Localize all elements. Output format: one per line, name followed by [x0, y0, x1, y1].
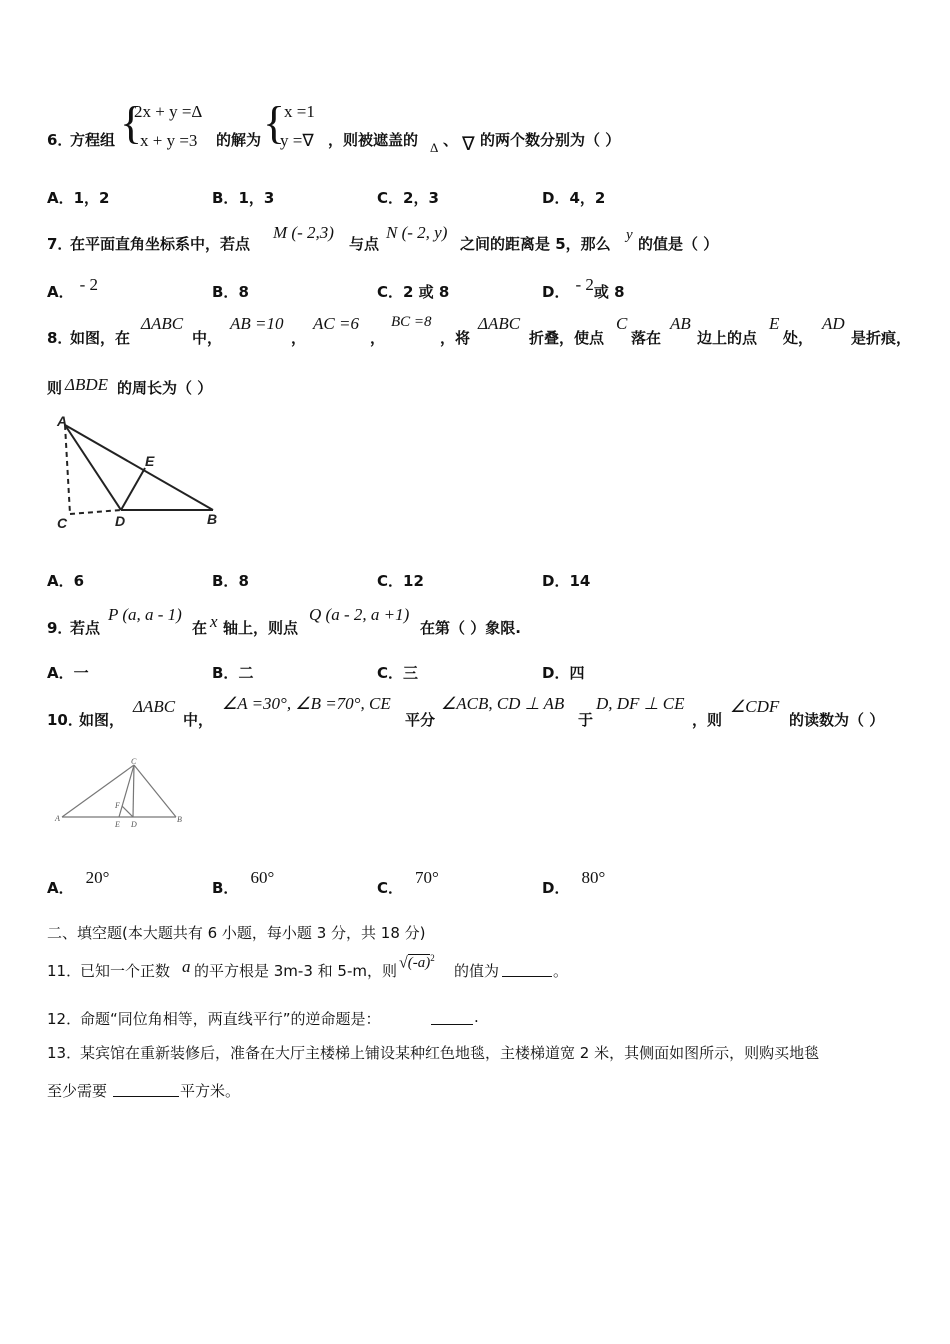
q8-triangle-2: ΔABC	[478, 314, 521, 333]
q9-text-b: 在	[192, 619, 208, 637]
q6-brace-1: {	[120, 97, 143, 148]
q10-fig-line-ac	[62, 765, 134, 817]
q9-x-axis: x	[210, 612, 218, 631]
q8-figure	[45, 410, 235, 535]
q10-fig-label-b: B	[177, 815, 182, 824]
q6-option-d[interactable]: D．4，2	[542, 189, 606, 207]
q7-option-d[interactable]: D． - 2或 8	[542, 275, 625, 301]
q10-text-d: 于	[578, 711, 594, 729]
q10-option-d[interactable]: D．80°	[542, 868, 606, 897]
q7-text-b: 与点	[349, 235, 380, 253]
q8-triangle-bde: ΔBDE	[65, 375, 109, 394]
q8-side-ab: AB	[670, 314, 691, 333]
q11-exponent: 2	[430, 953, 435, 963]
q8-option-b[interactable]: B．8	[212, 572, 249, 590]
q9-option-d[interactable]: D．四	[542, 664, 585, 682]
q10-fig-line-df	[122, 806, 133, 817]
q8-fig-line-de	[121, 468, 145, 510]
q8-text-b: 中，	[192, 329, 223, 347]
q8-fold-ad: AD	[822, 314, 845, 333]
q6-brace-2: {	[263, 97, 286, 148]
q11-answer-blank[interactable]	[502, 962, 552, 977]
q9-option-b[interactable]: B．二	[212, 664, 254, 682]
q8-point-e: E	[769, 314, 780, 333]
q6-option-c[interactable]: C．2，3	[377, 189, 439, 207]
q12-answer-blank[interactable]	[431, 1010, 473, 1025]
q10-angle-cdf: ∠CDF	[730, 697, 780, 716]
q8-ac-length: AC =6	[313, 314, 359, 333]
q8-option-a[interactable]: A．6	[47, 572, 85, 590]
q10-fig-label-e: E	[115, 820, 120, 829]
q10-text-b: 中，	[183, 711, 214, 729]
q8-text-e: 落在	[631, 329, 662, 347]
q9-point-p: P (a, a - 1)	[108, 605, 182, 624]
q10-triangle: ΔABC	[133, 697, 176, 716]
q11-text-a: 已知一个正数	[80, 962, 171, 980]
q11-var-a: a	[182, 957, 191, 976]
q7-text-c: 之间的距离是 5，那么	[460, 235, 611, 253]
q10-fig-label-a: A	[55, 814, 60, 823]
q7-option-b[interactable]: B．8	[212, 283, 249, 301]
q8-point-c: C	[616, 314, 628, 333]
q9-text-c: 轴上，则点	[223, 619, 299, 637]
q8-line2-b: 的周长为（ ）	[117, 379, 213, 397]
q10-option-a[interactable]: A．20°	[47, 868, 110, 897]
q9-point-q: Q (a - 2, a +1)	[309, 605, 410, 624]
q8-line2-a: 则	[47, 379, 63, 397]
q12-number: 12．	[47, 1010, 82, 1028]
q8-fig-line-ad	[65, 425, 121, 510]
q11-text-b: 的平方根是 3m-3 和 5-m，则	[194, 962, 397, 980]
q9-text-d: 在第（ ）象限.	[420, 619, 521, 637]
q6-text-b: 的解为	[216, 131, 262, 149]
q11-number: 11．	[47, 962, 82, 980]
q13-answer-blank[interactable]	[113, 1082, 179, 1097]
q8-number: 8．	[47, 329, 73, 347]
q11-radicand: (-a)	[407, 955, 431, 972]
q8-fig-label-d: D	[115, 513, 126, 529]
q11-sqrt: $√(-a)^2$	[399, 953, 435, 972]
q6-option-a[interactable]: A．1，2	[47, 189, 110, 207]
q8-text-h: 是折痕，	[851, 329, 912, 347]
q13-line1: 某宾馆在重新装修后，准备在大厅主楼梯上铺设某种红色地毯，主楼梯道宽 2 米，其侧面如图所示，则购买地毯	[80, 1044, 820, 1062]
q8-option-d[interactable]: D．14	[542, 572, 591, 590]
q6-system-1-eq1: 2x + y =Δ	[134, 102, 203, 121]
q6-text-d: 的两个数分别为（ ）	[480, 131, 621, 149]
q8-text-f: 边上的点	[697, 329, 758, 347]
q8-comma-1: ，	[291, 329, 307, 347]
q8-fig-label-b: B	[207, 511, 218, 527]
q8-fig-label-e: E	[145, 453, 155, 469]
q13-number: 13．	[47, 1044, 82, 1062]
q8-fig-line-cd	[70, 510, 121, 514]
q7-number: 7．	[47, 235, 73, 253]
q11-text-c: 的值为	[454, 962, 500, 980]
q7-point-m: M (- 2,3)	[273, 223, 334, 242]
q8-fig-line-ab	[65, 425, 213, 510]
q6-system-2-eq1: x =1	[284, 102, 315, 121]
q9-number: 9．	[47, 619, 73, 637]
q7-option-c[interactable]: C．2 或 8	[377, 283, 450, 301]
q10-fig-line-ce	[119, 765, 134, 817]
q8-text-g: 处，	[783, 329, 814, 347]
q9-option-a[interactable]: A．一	[47, 664, 89, 682]
q10-fig-line-cd	[133, 765, 134, 817]
q10-option-c[interactable]: C．70°	[377, 868, 439, 897]
q9-text-a: 若点	[70, 619, 101, 637]
q8-comma-2: ，	[370, 329, 386, 347]
q10-fig-line-cb	[134, 765, 176, 817]
q10-figure	[50, 755, 190, 830]
q6-system-2-eq2: y =∇	[280, 131, 314, 150]
q10-fig-label-c: C	[131, 757, 137, 766]
q12-text-a: 命题“同位角相等，两直线平行”的逆命题是：	[80, 1010, 381, 1028]
q10-text-e: ，则	[692, 711, 723, 729]
section-2-title: 二、填空题(本大题共有 6 小题，每小题 3 分，共 18 分)	[47, 924, 426, 942]
q6-nabla-symbol: ∇	[462, 134, 475, 155]
q11-text-d: 。	[553, 962, 569, 980]
q8-ab-length: AB =10	[230, 314, 284, 333]
q10-fig-label-f: F	[115, 801, 120, 810]
q13-line2-a: 至少需要	[47, 1082, 108, 1100]
q13-line2-b: 平方米。	[180, 1082, 241, 1100]
q8-text-c: ，将	[440, 329, 471, 347]
q10-condition-2: D, DF ⊥ CE	[596, 694, 685, 713]
q6-text-a: 方程组	[70, 131, 116, 149]
q6-delta-symbol: Δ	[430, 140, 439, 155]
q8-fig-line-ac	[65, 425, 70, 514]
q10-text-f: 的读数为（ ）	[789, 711, 885, 729]
q12-text-b: .	[474, 1008, 479, 1026]
q7-text-d: 的值是（ ）	[638, 235, 719, 253]
q6-system-1-eq2: x + y =3	[140, 131, 198, 150]
q10-option-b[interactable]: B．60°	[212, 868, 275, 897]
q7-option-a[interactable]: A． - 2	[47, 275, 99, 301]
q6-text-c: ，则被遮盖的	[328, 131, 419, 149]
q10-text-a: 如图，	[79, 711, 125, 729]
q7-variable-y: y	[626, 227, 633, 243]
q8-fig-label-c: C	[57, 515, 68, 531]
q8-bc-length: BC =8	[391, 314, 432, 330]
q8-fig-label-a: A	[57, 413, 68, 429]
q10-text-c: 平分	[405, 711, 436, 729]
q7-text-a: 在平面直角坐标系中，若点	[70, 235, 251, 253]
q8-text-d: 折叠，使点	[529, 329, 605, 347]
q10-number: 10．	[47, 711, 83, 729]
q6-option-b[interactable]: B．1，3	[212, 189, 275, 207]
q10-condition: ∠ACB, CD ⊥ AB	[441, 694, 565, 713]
q10-angles: ∠A =30°, ∠B =70°, CE	[222, 694, 391, 713]
q8-triangle: ΔABC	[141, 314, 184, 333]
q10-fig-label-d: D	[131, 820, 137, 829]
q7-point-n: N (- 2, y)	[386, 223, 448, 242]
q8-text-a: 如图，在	[70, 329, 131, 347]
q6-number: 6．	[47, 131, 73, 149]
q9-option-c[interactable]: C．三	[377, 664, 419, 682]
q6-separator: 、	[443, 131, 459, 149]
q8-option-c[interactable]: C．12	[377, 572, 424, 590]
